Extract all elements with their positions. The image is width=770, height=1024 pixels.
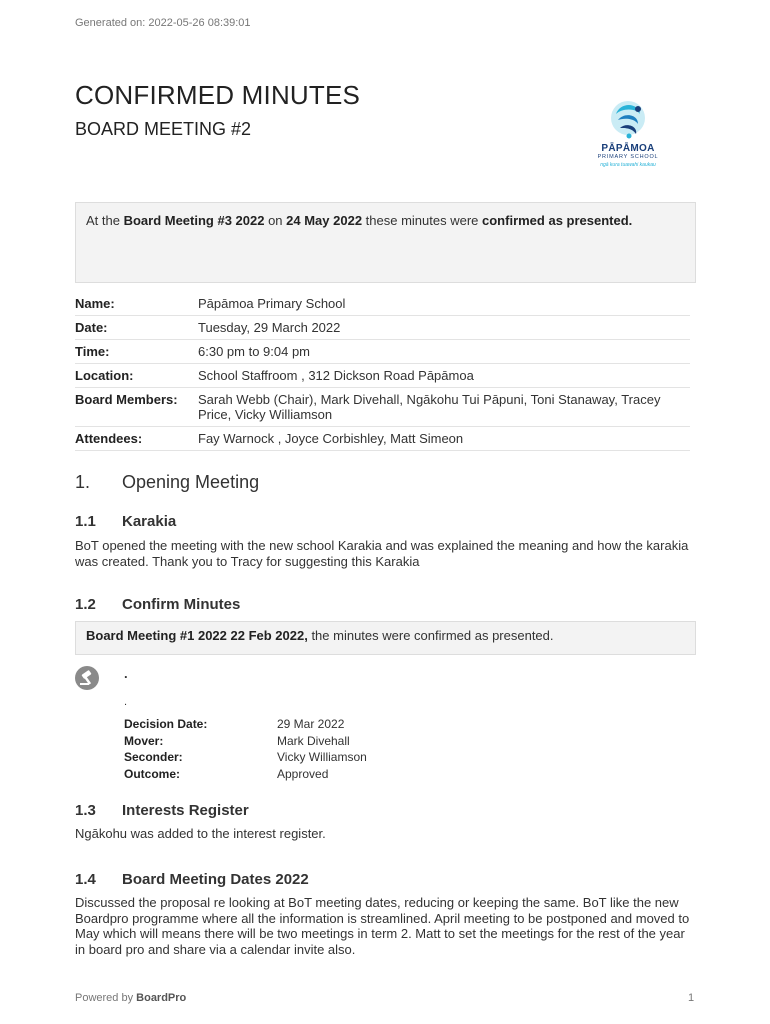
logo-subtitle: PRIMARY SCHOOL xyxy=(597,154,659,160)
school-logo xyxy=(588,98,668,178)
motion-details xyxy=(124,716,367,782)
motion-row-seconder: Seconder: Vicky Williamson xyxy=(124,750,367,764)
info-row-location: Location: School Staffroom , 312 Dickson Road Pāpāmoa xyxy=(75,364,690,388)
motion-title: . xyxy=(124,666,128,681)
confirmation-notice: At the Board Meeting #3 2022 on 24 May 2022 these minutes were confirmed as presented. xyxy=(75,202,696,283)
logo-tagline: ngā kura tuawahi kaukau xyxy=(600,162,656,168)
subsection-heading-karakia: 1.1 Karakia xyxy=(75,513,177,530)
meeting-dates-text: Discussed the proposal re looking at BoT meeting dates, reducing or keeping the same. BoT like the new Boardpro programme where all the information is streamlined. April meeting to be postponed and moved to May which will means there will be two meetings in term 2. Matt to set the meetings for the rest of the year in board pro and share via a calendar invite also. xyxy=(75,895,690,957)
karakia-text: BoT opened the meeting with the new school Karakia and was explained the meaning and how the karakia was created. Thank you to Tracy for suggesting this Karakia xyxy=(75,538,689,569)
motion-row-mover: Mover: Mark Divehall xyxy=(124,733,350,748)
motion-row-outcome: Outcome: Approved xyxy=(124,766,329,781)
interests-register-text: Ngākohu was added to the interest register. xyxy=(75,826,326,841)
info-row-name: Name: Pāpāmoa Primary School xyxy=(75,292,690,316)
footer-powered-by: Powered by BoardPro xyxy=(75,992,187,1004)
section-heading-opening-meeting: 1. Opening Meeting xyxy=(75,472,260,492)
info-row-board-members: Board Members: Sarah Webb (Chair), Mark Divehall, Ngākohu Tui Pāpuni, Toni Stanaway, Tracey Price, Vicky Williamson xyxy=(75,388,690,427)
page-subtitle: BOARD MEETING #2 xyxy=(75,119,252,139)
logo-name: PĀPĀMOA xyxy=(601,143,655,154)
page-number: 1 xyxy=(688,992,695,1004)
minutes-confirmation-box: Board Meeting #1 2022 22 Feb 2022, the minutes were confirmed as presented. xyxy=(75,621,696,655)
motion-row-decision-date: Decision Date: 29 Mar 2022 xyxy=(124,717,345,731)
subsection-heading-meeting-dates: 1.4 Board Meeting Dates 2022 xyxy=(75,871,309,888)
subsection-heading-confirm-minutes: 1.2 Confirm Minutes xyxy=(75,596,241,613)
subsection-heading-interests-register: 1.3 Interests Register xyxy=(75,802,249,819)
motion-description: . xyxy=(124,696,128,708)
generated-timestamp: Generated on: 2022-05-26 08:39:01 xyxy=(75,17,251,29)
info-row-attendees: Attendees: Fay Warnock , Joyce Corbishley, Matt Simeon xyxy=(75,427,690,451)
logo-swirl-icon xyxy=(608,98,648,142)
info-row-date: Date: Tuesday, 29 March 2022 xyxy=(75,316,690,340)
info-row-time: Time: 6:30 pm to 9:04 pm xyxy=(75,340,690,364)
meeting-info-table xyxy=(75,292,690,451)
page-title: CONFIRMED MINUTES xyxy=(75,80,361,110)
gavel-icon xyxy=(75,666,99,690)
